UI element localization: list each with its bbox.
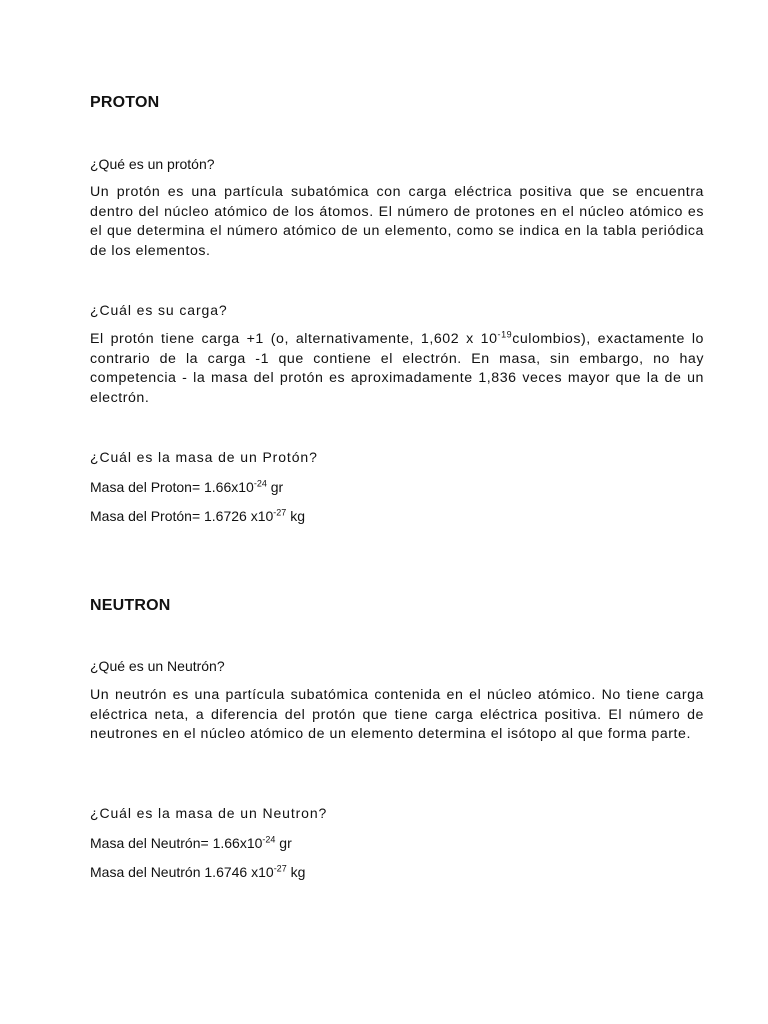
neutron-mass-kg-unit: kg [286,864,306,880]
neutron-question-what: ¿Qué es un Neutrón? [90,658,225,674]
proton-definition-paragraph: Un protón es una partícula subatómica con carga eléctrica positiva que se encuentra dentro del núcleo atómico de los átomos. El número de protones en el núcleo atómico es el que determina el número atómico de un elemento, como se indica en la tabla periódica de los elementos. [90,184,704,259]
proton-mass-grams-exponent: -24 [253,478,267,489]
proton-question-what: ¿Qué es un protón? [90,156,215,172]
neutron-mass-grams-exponent: -24 [262,834,276,845]
proton-heading: PROTON [90,94,160,111]
proton-mass-kilograms [90,508,704,524]
proton-mass-grams [90,479,704,495]
neutron-mass-kg-exponent: -27 [273,863,287,874]
proton-charge-paragraph [90,330,704,408]
neutron-mass-kilograms [90,864,704,880]
neutron-mass-grams-value: Masa del Neutrón= 1.66x10 [90,835,263,851]
proton-charge-text-a: El protón tiene carga +1 (o, alternativamente, 1,602 x 10 [90,331,498,347]
proton-mass-grams-value: Masa del Proton= 1.66x10 [90,479,254,495]
neutron-mass-grams-unit: gr [275,835,292,851]
proton-charge-text-b: culombios), exactamente lo contrario de la carga -1 que contiene el electrón. En masa, sin embargo, no hay competencia - la masa del protón es aproximadamente 1,836 veces mayor que la de un electrón. [90,331,704,406]
proton-mass-grams-unit: gr [266,479,284,495]
neutron-mass-kg-value: Masa del Neutrón 1.6746 x10 [90,864,274,880]
proton-mass-kg-unit: kg [286,508,305,524]
proton-mass-kg-value: Masa del Protón= 1.6726 x10 [90,508,274,524]
neutron-mass-grams [90,835,704,851]
proton-question-charge: ¿Cuál es su carga? [90,302,228,318]
neutron-question-mass: ¿Cuál es la masa de un Neutron? [90,805,328,821]
neutron-definition-paragraph: Un neutrón es una partícula subatómica contenida en el núcleo atómico. No tiene carga eléctrica neta, a diferencia del protón que tiene carga eléctrica positiva. El número de neutrones en el núcleo atómico de un elemento determina el isótopo al que forma parte. [90,687,704,742]
proton-question-mass: ¿Cuál es la masa de un Protón? [90,449,318,465]
neutron-heading: NEUTRON [90,597,171,614]
proton-charge-exponent: -19 [497,329,513,340]
proton-mass-kg-exponent: -27 [273,507,287,518]
